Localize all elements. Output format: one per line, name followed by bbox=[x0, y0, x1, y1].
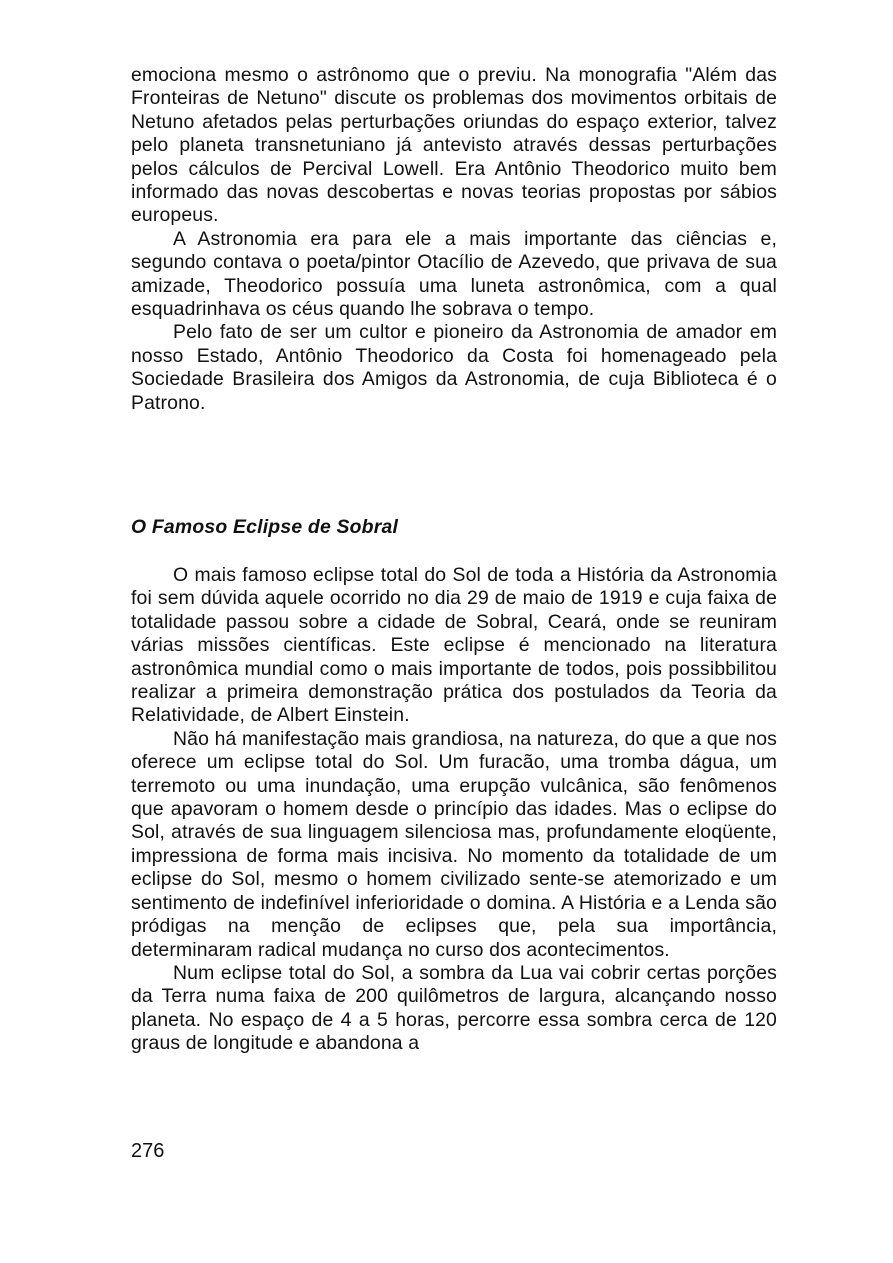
paragraph-homage: Pelo fato de ser um cultor e pioneiro da Astronomia de amador em nosso Estado, Antônio Theodorico da Costa foi homenageado pela Sociedade Brasileira dos Amigos da Astronomia, de cuja Biblioteca é o Patrono. bbox=[131, 321, 777, 414]
paragraph-moon-shadow: Num eclipse total do Sol, a sombra da Lua vai cobrir certas porções da Terra numa faixa de 200 quilômetros de largura, alcançando nosso planeta. No espaço de 4 a 5 horas, percorre essa sombra cerca de 120 graus de longitude e abandona a bbox=[131, 961, 777, 1055]
top-text-block bbox=[131, 64, 777, 415]
section-title: O Famoso Eclipse de Sobral bbox=[131, 516, 399, 538]
paragraph-astronomy-importance: A Astronomia era para ele a mais importante das ciências e, segundo contava o poeta/pintor Otacílio de Azevedo, que privava de sua amizade, Theodorico possuía uma luneta astronômica, com a qual esquadrinhava os céus quando lhe sobrava o tempo. bbox=[131, 227, 777, 321]
page-number: 276 bbox=[131, 1140, 165, 1162]
paragraph-continuation: emociona mesmo o astrônomo que o previu. Na monografia "Além das Fronteiras de Netuno" discute os problemas dos movimentos orbitais de Netuno afetados pelas perturbações oriundas do espaço exterior, talvez pelo planeta transnetuniano já antevisto através dessas perturbações pelos cálculos de Percival Lowell. Era Antônio Theodorico muito bem informado das novas descobertas e novas teorias propostas por sábios europeus. bbox=[131, 64, 777, 227]
section-text-block bbox=[131, 564, 777, 1056]
paragraph-nature-manifestation: Não há manifestação mais grandiosa, na natureza, do que a que nos oferece um eclipse total do Sol. Um furacão, uma tromba dágua, um terremoto ou uma inundação, uma erupção vulcânica, são fenômenos que apavoram o homem desde o princípio das idades. Mas o eclipse do Sol, através de sua linguagem silenciosa mas, profundamente eloqüente, impressiona de forma mais incisiva. No momento da totalidade de um eclipse do Sol, mesmo o homem civilizado sente-se atemorizado e um sentimento de indefinível inferioridade o domina. A História e a Lenda são pródigas na menção de eclipses que, pela sua importância, determinaram radical mudança no curso dos acontecimentos. bbox=[131, 727, 777, 961]
paragraph-famous-eclipse: O mais famoso eclipse total do Sol de toda a História da Astronomia foi sem dúvida aquele ocorrido no dia 29 de maio de 1919 e cuja faixa de totalidade passou sobre a cidade de Sobral, Ceará, onde se reuniram várias missões científicas. Este eclipse é mencionado na literatura astronômica mundial como o mais importante de todos, pois possibbilitou realizar a primeira demonstração prática dos postulados da Teoria da Relatividade, de Albert Einstein. bbox=[131, 564, 777, 727]
